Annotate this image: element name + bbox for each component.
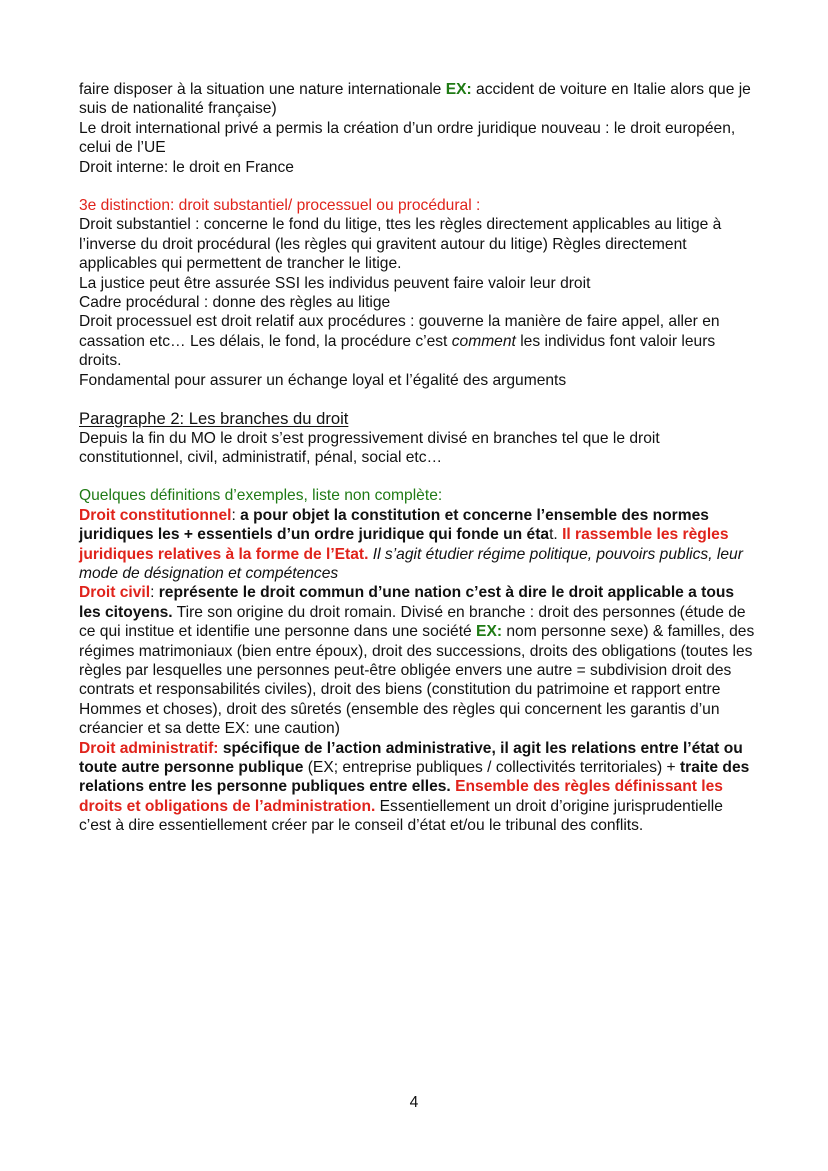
- text-span: :: [231, 506, 241, 524]
- bold-span: a pour objet la constitution et concerne l’ensemble des normes juridiques les + essentiels d’un ordre juridique qui fonde un éta: [79, 506, 709, 544]
- paragraph: Droit substantiel : concerne le fond du litige, ttes les règles directement applicables au litige à l’inverse du droit procédural (les règles qui gravitent autour du litige) Règles directement applicables qui permettent de trancher le litige.: [79, 216, 722, 273]
- definition-administratif: [79, 739, 759, 836]
- example-marker: EX:: [476, 623, 503, 641]
- definition-civil: [79, 583, 759, 738]
- bold-span: représente le droit commun d’une nation c’est à dire le droit applicable a tous les citoyens.: [79, 584, 735, 621]
- definition-term: Droit administratif:: [79, 739, 219, 757]
- definitions-intro: Quelques définitions d’exemples, liste non complète:: [79, 487, 443, 505]
- text-span: Tire son origine du droit romain. Divisé en branche : droit des personnes (étude de ce qui institue et identifie une personne dans une société: [79, 603, 746, 641]
- text-span: les individus font valoir leurs droits.: [79, 332, 716, 370]
- page-body: [79, 80, 759, 836]
- emphasis: comment: [451, 332, 516, 350]
- paragraph: La justice peut être assurée SSI les individus peuvent faire valoir leur droit: [79, 274, 591, 292]
- paragraph: [79, 80, 759, 119]
- paragraph: Le droit international privé a permis la création d’un ordre juridique nouveau : le droit européen, celui de l’UE: [79, 119, 736, 157]
- text-span: t.: [549, 526, 563, 544]
- bold-span: traite des relations entre les personne publiques entre elles.: [79, 759, 750, 796]
- paragraph: Cadre procédural : donne des règles au litige: [79, 294, 391, 312]
- definition-term: Droit constitutionnel: [79, 506, 232, 524]
- example-marker: EX:: [445, 81, 472, 98]
- paragraph: [79, 312, 759, 370]
- text-span: nom personne sexe) & familles, des régimes matrimoniaux (bien entre époux), droit des successions, droits des obligations (toutes les règles par lesquelles une personnes peut-être obligée envers une autre = subdivision droit des contrats et responsabilités civiles), droit des biens (constitution du patrimoine et rapport entre Hommes et choses), droit des sûretés (ensemble des règles qui concernent les garantis d’un créancier et sa dette EX: une caution): [79, 623, 755, 738]
- text-span: Droit processuel est droit relatif aux procédures : gouverne la manière de faire appel, aller en cassation etc… Les délais, le fond, la procédure c’est: [79, 313, 720, 350]
- text-span: Essentiellement un droit d’origine jurisprudentielle c’est à dire essentiellement créer par le conseil d’état et/ou le tribunal des conflits.: [79, 797, 723, 835]
- paragraph: Fondamental pour assurer un échange loyal et l’égalité des arguments: [79, 371, 567, 389]
- text-span: :: [150, 584, 159, 602]
- paragraph-heading: Paragraphe 2: Les branches du droit: [79, 409, 349, 429]
- paragraph: Droit interne: le droit en France: [79, 158, 294, 176]
- paragraph: Depuis la fin du MO le droit s’est progressivement divisé en branches tel que le droit constitutionnel, civil, administratif, pénal, social etc…: [79, 429, 660, 466]
- bold-span: spécifique de l’action administrative, il agit les relations entre l’état ou toute autre personne publique: [79, 739, 743, 776]
- definition-term: Droit civil: [79, 584, 151, 602]
- text-span: (EX; entreprise publiques / collectivités territoriales) +: [303, 759, 680, 776]
- text-span: accident de voiture en Italie alors que je suis de nationalité française): [79, 81, 751, 118]
- highlight-span: Ensemble des règles définissant les droits et obligations de l’administration.: [79, 778, 723, 815]
- page-number: 4: [409, 1094, 419, 1111]
- section-title: 3e distinction: droit substantiel/ processuel ou procédural :: [79, 197, 481, 215]
- definition-constitutionnel: [79, 506, 759, 584]
- text-span: faire disposer à la situation une nature internationale: [79, 81, 446, 98]
- emphasis: Il s’agit étudier régime politique, pouvoirs publics, leur mode de désignation et compétences: [79, 545, 743, 582]
- highlight-span: Il rassemble les règles juridiques relatives à la forme de l’Etat.: [79, 526, 729, 563]
